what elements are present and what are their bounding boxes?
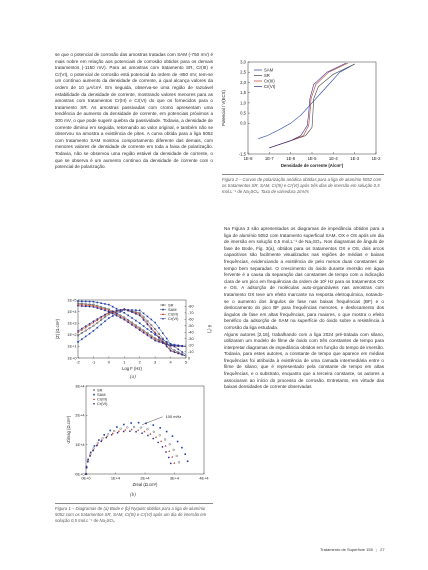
data-point [92, 450, 94, 452]
data-point [155, 436, 157, 438]
data-point [147, 428, 149, 430]
x-tick-label: 1E-2 [371, 156, 381, 161]
data-point [169, 443, 171, 445]
data-point [112, 311, 114, 313]
data-point [166, 346, 168, 348]
data-point [123, 424, 125, 426]
data-point [100, 308, 102, 310]
data-point [118, 430, 120, 432]
y-tick-label: 1E+4 [75, 441, 85, 447]
data-point [147, 328, 149, 330]
y-axis-label: Potencial / V(ECS) [221, 90, 226, 126]
x-tick-label: 1 [123, 359, 126, 365]
y-tick-label: 1,5 [240, 90, 246, 96]
data-point [112, 313, 114, 315]
legend-entry [93, 401, 108, 406]
data-point [93, 306, 95, 308]
issue-number: 155 [366, 547, 373, 552]
data-point [162, 318, 164, 320]
x-tick-label: 1E+4 [110, 475, 121, 481]
data-point [116, 426, 118, 428]
polarization-plot-svg [218, 56, 390, 176]
data-point [127, 315, 129, 317]
data-point [77, 300, 79, 302]
subfigure-label-b: (b) [130, 493, 136, 498]
y-right-tick-label: -70 [188, 310, 194, 316]
legend-label: SAM [264, 67, 274, 73]
figure-2-polarization-chart [218, 56, 390, 176]
y-tick-label: 2,5 [240, 69, 246, 75]
data-point [174, 345, 176, 347]
data-point [85, 336, 87, 338]
data-point [104, 303, 106, 305]
caption-rule [222, 174, 384, 175]
data-point [100, 316, 102, 318]
data-point [77, 330, 79, 332]
data-point [177, 349, 179, 351]
data-point [181, 354, 183, 356]
data-point [177, 345, 179, 347]
data-point [120, 309, 122, 311]
data-point [77, 341, 79, 343]
series-group [85, 422, 188, 475]
x-tick-label: 1E-6 [286, 156, 296, 161]
subfigure-label-a: (a) [130, 375, 136, 380]
x-tick-label: 1E-4 [328, 156, 338, 161]
data-point [162, 309, 164, 311]
data-point [153, 431, 155, 433]
x-tick-label: 2E+4 [140, 475, 150, 481]
x-axis-label: Densidade de corrente (A/cm²) [280, 163, 344, 168]
data-point [81, 338, 83, 340]
y-right-tick-label: -20 [188, 342, 194, 348]
data-point [154, 333, 156, 335]
series-line [258, 64, 355, 139]
y-tick-label: 1E+0 [67, 355, 77, 361]
data-point [89, 323, 91, 325]
figure-1-caption: Figura 1 – Diagramas de (a) Bode e (b) Nyquist obtidos para a liga de alumínio 5052 com os tratamentos SR, SAM, Cr(III) e Cr(VI) após um dia de imersão em solução 0,5 mol.L⁻¹ de Na₂SO₄ [55, 506, 207, 524]
data-point [141, 432, 143, 434]
data-point [150, 337, 152, 339]
data-point [100, 302, 102, 304]
x-tick-label: 1E-3 [350, 156, 360, 161]
data-point [165, 451, 167, 453]
data-point [181, 351, 183, 353]
data-point [187, 460, 189, 462]
data-point [93, 330, 95, 332]
data-point [158, 327, 160, 329]
left-column-text [55, 52, 213, 171]
data-point [90, 452, 92, 454]
data-point [174, 351, 176, 353]
data-point [96, 307, 98, 309]
data-point [150, 319, 152, 321]
figure-2-caption: Figura 2 – Curvas de polarização anódica obtidas para a liga de alumínio 5052 com os tratamentos SR, SAM, Cr(III) e Cr(VI) após três dias de imersão em solução 0,5 mol.L⁻¹ de Na₂SO₄. Taxa de varredura 1mV/s [222, 177, 382, 195]
y-axis-label: -Zimag (Ω.cm²) [66, 415, 71, 445]
data-point [109, 430, 111, 432]
y-right-tick-label: -50 [188, 323, 194, 329]
data-point [111, 434, 113, 436]
data-point [77, 305, 79, 307]
data-point [149, 433, 151, 435]
y-tick-label: 2,0 [240, 79, 246, 85]
y-right-tick-label: 0 [188, 355, 191, 361]
data-point [113, 430, 115, 432]
data-point [120, 317, 122, 319]
legend-label: Cr(III) [264, 78, 275, 84]
data-point [124, 429, 126, 431]
data-point [152, 438, 154, 440]
data-point [102, 437, 104, 439]
data-point [147, 324, 149, 326]
data-point [166, 338, 168, 340]
data-point [130, 422, 132, 424]
data-point [123, 308, 125, 310]
data-point [87, 459, 89, 461]
figure-1a-bode-chart [54, 296, 214, 374]
data-point [166, 341, 168, 343]
data-point [147, 316, 149, 318]
data-point [93, 394, 95, 396]
data-point [158, 341, 160, 343]
data-point [94, 445, 96, 447]
data-point [178, 461, 180, 463]
legend-label: SAM [168, 306, 177, 312]
data-point [173, 449, 175, 451]
data-point [135, 313, 137, 315]
data-point [96, 445, 98, 447]
data-point [105, 437, 107, 439]
data-point [106, 435, 108, 437]
data-point [162, 446, 164, 448]
data-point [152, 424, 154, 426]
data-point [135, 327, 137, 329]
y-tick-label: 3,0 [240, 59, 246, 65]
legend-label: SR [168, 302, 174, 308]
data-point [131, 317, 133, 319]
legend-label: Cr(VI) [264, 84, 276, 89]
data-point [139, 315, 141, 317]
data-point [139, 329, 141, 331]
data-point [93, 389, 95, 391]
legend-label: SR [97, 387, 103, 393]
data-point [93, 320, 95, 322]
data-point [100, 440, 102, 442]
footer-separator: | [375, 547, 377, 552]
series-group [85, 426, 180, 475]
data-point [96, 318, 98, 320]
data-point [158, 337, 160, 339]
data-point [157, 442, 159, 444]
data-point [108, 311, 110, 313]
data-point [93, 447, 95, 449]
data-point [168, 457, 170, 459]
legend-label: SR [264, 73, 270, 78]
data-point [89, 301, 91, 303]
data-point [139, 310, 141, 312]
data-point [150, 328, 152, 330]
data-point [112, 306, 114, 308]
y-right-tick-label: -30 [188, 335, 194, 341]
x-tick-label: 3E+4 [169, 475, 180, 481]
data-point [131, 428, 133, 430]
data-point [127, 321, 129, 323]
data-point [89, 306, 91, 308]
data-point [123, 431, 125, 433]
data-point [143, 431, 145, 433]
data-point [143, 325, 145, 327]
y-right-tick-label: -60 [188, 316, 194, 322]
data-point [171, 456, 173, 458]
data-point [116, 310, 118, 312]
data-point [184, 453, 186, 455]
data-point [85, 473, 87, 475]
data-point [93, 398, 95, 400]
data-point [150, 331, 152, 333]
data-point [170, 345, 172, 347]
x-tick-label: 4E+4 [199, 475, 209, 481]
data-point [96, 302, 98, 304]
y-tick-label: 1E+1 [67, 343, 77, 349]
data-point [104, 320, 106, 322]
data-point [143, 319, 145, 321]
data-point [123, 319, 125, 321]
x-tick-label: 3 [154, 359, 157, 365]
data-point [135, 431, 137, 433]
data-point [162, 341, 164, 343]
data-point [160, 440, 162, 442]
legend-entry [160, 316, 179, 321]
y-right-tick-label: -40 [188, 329, 194, 335]
data-point [154, 340, 156, 342]
x-tick-label: -1 [91, 359, 96, 365]
series-line [269, 63, 346, 148]
data-point [162, 332, 164, 334]
data-point [170, 350, 172, 352]
data-point [117, 432, 119, 434]
data-point [112, 315, 114, 317]
data-point [137, 429, 139, 431]
data-point [173, 462, 175, 464]
caption-rule [55, 503, 213, 504]
data-point [89, 333, 91, 335]
data-point [120, 311, 122, 313]
x-tick-label: 4 [169, 359, 172, 365]
data-point [154, 322, 156, 324]
data-point [138, 422, 140, 424]
data-point [159, 427, 161, 429]
y-tick-label: 1E+4 [67, 308, 77, 314]
legend-label: SAM [97, 391, 106, 397]
y-right-axis-label: θ (°) [207, 325, 212, 333]
series-group [85, 428, 175, 474]
y-tick-label: 1E+5 [67, 297, 77, 303]
data-point [87, 461, 89, 463]
data-point [135, 309, 137, 311]
x-tick-label: 1E-7 [264, 156, 274, 161]
data-point [86, 467, 88, 469]
data-point [177, 441, 179, 443]
y-tick-label: 0,5 [240, 110, 246, 116]
data-point [98, 439, 100, 441]
data-point [133, 426, 135, 428]
data-point [140, 427, 142, 429]
legend-label: Cr(III) [168, 311, 178, 317]
series-line [269, 64, 354, 148]
y-tick-label: 3E+4 [75, 383, 85, 389]
x-tick-label: 1E-8 [243, 156, 253, 161]
data-point [93, 403, 95, 405]
data-point [166, 431, 168, 433]
paragraph: Na Figura 3 são apresentados os diagramas de impedância obtidos para a liga de alumínio 5052 com tratamento superficial SAM, OX e OS após um dia de imersão em solução 0,5 mol.L⁻¹ de Na₂SO₄. Nos diagramas de ângulo de fase de Bode, Fig. 3(a), obtidos para os tratamentos OX e OS, dois arcos capacitivos são facilmente visualizados nas regiões de médias e baixas frequências, evidenciando a existência de pelo menos duas constantes de tempo bem separadas. O crescimento do óxido durante imersão em água fervente é a causa da separação das constantes de tempo com a indicação clara de um pico em frequências da ordem de 10² Hz para os tratamentos OX e OS. A adsorção de moléculas auto-organizáveis nas amostras com tratamento OX teve um efeito marcante na resposta eletroquímica, notando-se o aumento dos ângulos de fase nas baixas frequências (BF) e o deslocamento do pico BF para frequências menores, e deslocamento dos ângulos de fase em altas frequências, para maiores, o que mostra o efeito benéfico da adsorção de SAM na superfície do óxido sobre a resistência à corrosão da liga estudada. [224, 226, 384, 330]
page-footer [320, 547, 385, 552]
x-tick-label: 0 [107, 359, 110, 365]
data-point [104, 314, 106, 316]
data-point [165, 445, 167, 447]
paragraph: se que o potencial de corrosão das amostras tratadas com SAM (-750 mV) é mais nobre em relação aos potenciais de corrosão obtidos para os demais tratamentos (-1150 mV). Para as amostras com tratamento SR, Cr(III) e Cr(VI), o potencial de corrosão está potencial da ordem de -850 mV, tem-se um contínuo aumento da densidade de corrente, a qual alcança valores da ordem de 10 μA/cm². Em seguida, observa-se uma região de razoável estabilidade da densidade de corrente, mostrando valores menores para as amostras com tratamentos Cr(III) e Cr(VI) do que os fornecidos para o tratamento SR. As amostras passivadas com cromo apresentam uma tendência de aumento da densidade de corrente, em potenciais próximos a 300 mV, o que pode sugerir quebra da passividade. Todavia, a densidade de corrente diminui em seguida, retornando ao valor original, e também não se observou na amostra a existência de pites. A curva obtida para a liga 5052 com tratamento SAM mostrou comportamento diferente das demais, com menores valores de densidade de corrente em toda a faixa de polarização. Todavia, não se observou uma região estável da densidade de corrente, o que se observa é um aumento contínuo da densidade de corrente com o potencial de polarização. [55, 52, 213, 170]
legend-label: Cr(III) [97, 396, 107, 402]
data-point [89, 455, 91, 457]
x-tick-label: 0E+0 [81, 475, 91, 481]
data-point [116, 315, 118, 317]
y-tick-label: 1E+2 [67, 332, 77, 338]
data-point [177, 353, 179, 355]
data-point [172, 435, 174, 437]
data-point [162, 339, 164, 341]
data-point [120, 428, 122, 430]
legend-label: Cr(VI) [168, 316, 179, 322]
data-point [108, 317, 110, 319]
data-point [81, 301, 83, 303]
y-tick-label: 1,0 [240, 100, 246, 106]
data-point [147, 435, 149, 437]
x-tick-label: 5 [184, 359, 188, 365]
y-tick-label: 0E+0 [75, 471, 85, 477]
data-point [147, 335, 149, 337]
data-point [164, 438, 166, 440]
data-point [96, 327, 98, 329]
data-point [81, 328, 83, 330]
data-point [143, 332, 145, 334]
y-tick-label: -1,5 [238, 151, 246, 157]
x-axis-label: Log F (Hz) [122, 366, 142, 371]
data-point [123, 312, 125, 314]
x-tick-label: 1E-5 [307, 156, 317, 161]
data-point [139, 322, 141, 324]
right-column-text [224, 226, 384, 391]
page-number: 27 [380, 547, 385, 552]
x-tick-label: 2 [138, 359, 141, 365]
data-point [170, 462, 172, 464]
data-point [107, 433, 109, 435]
y-axis-label: |Z| (Ω.cm²) [55, 319, 60, 339]
legend-label: Cr(VI) [97, 401, 108, 407]
y-tick-label: 0,0 [240, 120, 246, 126]
y-right-tick-label: -10 [188, 348, 194, 354]
data-point [143, 313, 145, 315]
paragraph: Alguns autores [2,16], trabalhando com a liga 2024 pré-tratada com silano, utilizaram um modelo de filme de óxido com três constantes de tempo para interpretar diagramas de impedância obtidos em função do tempo de imersão. Todavia, para estes autores, a constante de tempo que aparece em médias frequências foi atribuída à existência de uma camada intermediária entre o filme de silano, que é representado pela constante de tempo em altas frequências, e o substrato, enquanto que a terceira constante, os autores a associaram ao início do processo de corrosão. Entretanto, em virtude das baixas densidades de corrente observadas [224, 331, 384, 390]
data-point [112, 432, 114, 434]
annotation-text: 100 mHz [165, 414, 182, 420]
data-point [127, 310, 129, 312]
data-point [129, 430, 131, 432]
data-point [104, 310, 106, 312]
data-point [181, 345, 183, 347]
data-point [93, 301, 95, 303]
data-point [181, 447, 183, 449]
data-point [103, 434, 105, 436]
data-point [131, 324, 133, 326]
data-point [176, 455, 178, 457]
figure-1b-nyquist-chart [64, 382, 214, 490]
nyquist-plot-svg [64, 382, 214, 490]
x-tick-label: -2 [76, 359, 80, 365]
data-point [168, 450, 170, 452]
data-point [81, 305, 83, 307]
data-point [116, 308, 118, 310]
data-point [159, 434, 161, 436]
data-point [100, 324, 102, 326]
x-axis-label: Zreal (Ω.cm²) [132, 482, 158, 487]
data-point [166, 344, 168, 346]
data-point [131, 311, 133, 313]
data-point [170, 343, 172, 345]
data-point [126, 427, 128, 429]
y-tick-label: 1E+3 [67, 320, 77, 326]
data-point [85, 306, 87, 308]
journal-name: Tratamento de Superfície [320, 547, 365, 552]
annotation-arrow [142, 417, 163, 425]
data-point [131, 309, 133, 311]
y-tick-label: 2E+4 [75, 412, 85, 418]
data-point [135, 320, 137, 322]
bode-plot-svg [54, 296, 214, 374]
data-point [85, 301, 87, 303]
series-group [85, 430, 171, 475]
y-right-tick-label: -80 [188, 303, 194, 309]
data-point [85, 325, 87, 327]
data-point [108, 304, 110, 306]
